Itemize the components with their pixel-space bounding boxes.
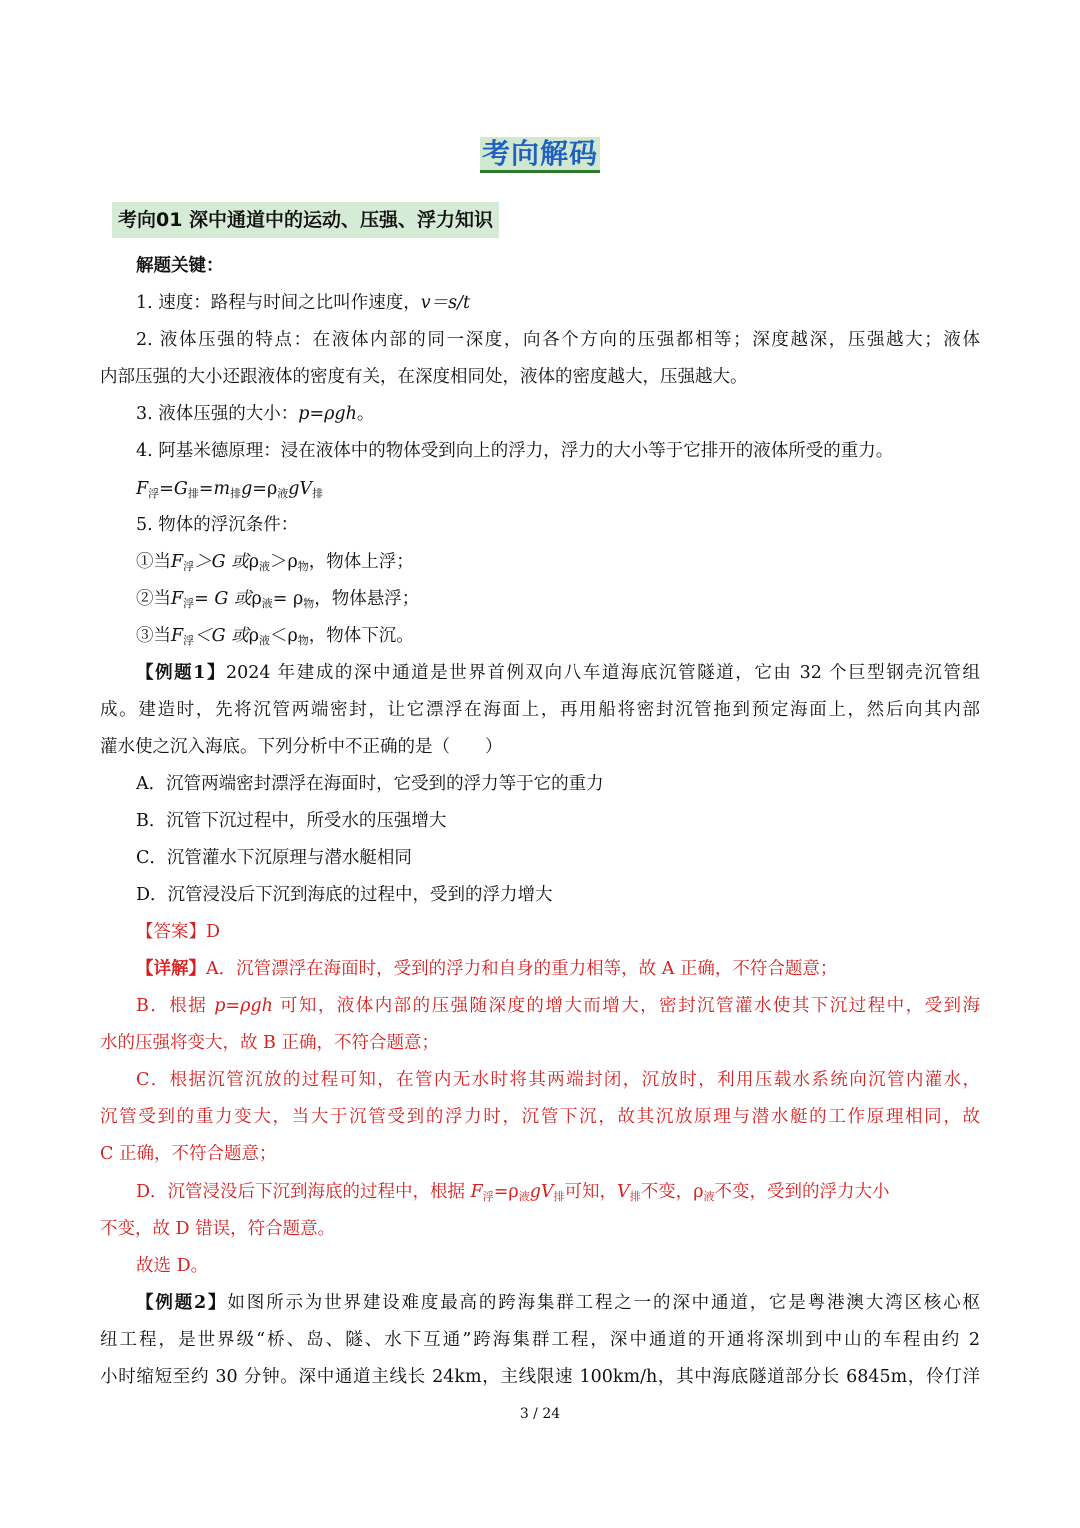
example2-question-line-3: 小时缩短至约 30 分钟。深中通道主线长 24km，主线限速 100km/h，其中海底隧道部分长 6845m，伶仃洋	[100, 1367, 980, 1387]
example1-question-line-1: 【例题1】2024 年建成的深中通道是世界首例双向八车道海底沉管隧道，它由 32 个巨型钢壳沉管组	[136, 663, 980, 683]
key-point-3: 3. 液体压强的大小：p=ρgh。	[136, 404, 375, 424]
float-condition-3: ③当$F_浮<G$ 或$\rho_液<\rho_物$，物体下沉。	[136, 626, 414, 647]
archimedes-formula: $F_浮=G_排=m_排g=\rho_液gV_排$	[136, 479, 324, 500]
example1-detail-d-line-1: D．沉管浸没后下沉到海底的过程中，根据 $F_浮=\rho_液gV_排$可知，$V_排$不变，$\rho_液$不变，受到的浮力大小	[136, 1182, 890, 1203]
key-point-2-line-2: 内部压强的大小还跟液体的密度有关，在深度相同处，液体的密度越大，压强越大。	[100, 367, 748, 387]
example1-option-a: A．沉管两端密封漂浮在海面时，它受到的浮力等于它的重力	[136, 774, 604, 794]
example1-detail-c-line-2: 沉管受到的重力变大，当大于沉管受到的浮力时，沉管下沉，故其沉放原理与潜水艇的工作原理相同，故	[100, 1107, 980, 1127]
key-points-label: 解题关键：	[136, 256, 224, 276]
example1-detail-c-line-1: C．根据沉管沉放的过程可知，在管内无水时将其两端封闭，沉放时，利用压载水系统向沉管内灌水，	[136, 1070, 980, 1090]
example1-question-line-2: 成。建造时，先将沉管两端密封，让它漂浮在海面上，再用船将密封沉管拖到预定海面上，然后向其内部	[100, 700, 980, 720]
example1-option-c: C．沉管灌水下沉原理与潜水艇相同	[136, 848, 412, 868]
section-heading: 考向01 深中通道中的运动、压强、浮力知识	[112, 202, 499, 238]
key-point-2-line-1: 2. 液体压强的特点：在液体内部的同一深度，向各个方向的压强都相等；深度越深，压强越大；液体	[136, 330, 980, 350]
page-number: 3 / 24	[519, 1406, 561, 1422]
example2-question-line-2: 纽工程，是世界级“桥、岛、隧、水下互通”跨海集群工程，深中通道的开通将深圳到中山的车程由约 2	[100, 1330, 980, 1350]
float-condition-1: ①当$F_浮>G$ 或$\rho_液>\rho_物$，物体上浮；	[136, 552, 414, 573]
example1-detail-b-line-1: B．根据 p=ρgh 可知，液体内部的压强随深度的增大而增大，密封沉管灌水使其下沉过程中，受到海	[136, 996, 980, 1016]
float-condition-2: ②当$F_浮= G$ 或$\rho_液= \rho_物$，物体悬浮；	[136, 589, 420, 610]
example1-option-d: D．沉管浸没后下沉到海底的过程中，受到的浮力增大	[136, 885, 553, 905]
example1-question-line-3: 灌水使之沉入海底。下列分析中不正确的是（ ）	[100, 737, 503, 757]
example1-detail-c-line-3: C 正确，不符合题意；	[100, 1144, 277, 1164]
example2-question-line-1: 【例题2】如图所示为世界建设难度最高的跨海集群工程之一的深中通道，它是粤港澳大湾区核心枢	[136, 1293, 980, 1313]
key-point-4: 4. 阿基米德原理：浸在液体中的物体受到向上的浮力，浮力的大小等于它排开的液体所受的重力。	[136, 441, 894, 461]
example1-conclusion: 故选 D。	[136, 1256, 209, 1276]
example1-detail-d-line-2: 不变，故 D 错误，符合题意。	[100, 1219, 336, 1239]
example1-option-b: B．沉管下沉过程中，所受水的压强增大	[136, 811, 447, 831]
example1-detail-b-line-2: 水的压强将变大，故 B 正确，不符合题意；	[100, 1033, 439, 1053]
page-title: 考向解码	[0, 132, 1080, 172]
key-point-5: 5. 物体的浮沉条件：	[136, 515, 299, 535]
example1-detail-a: 【详解】A．沉管漂浮在海面时，受到的浮力和自身的重力相等，故 A 正确，不符合题意；	[136, 959, 838, 979]
example1-answer: 【答案】D	[136, 922, 221, 942]
key-point-1: 1. 速度：路程与时间之比叫作速度，v＝s/t	[136, 293, 471, 313]
